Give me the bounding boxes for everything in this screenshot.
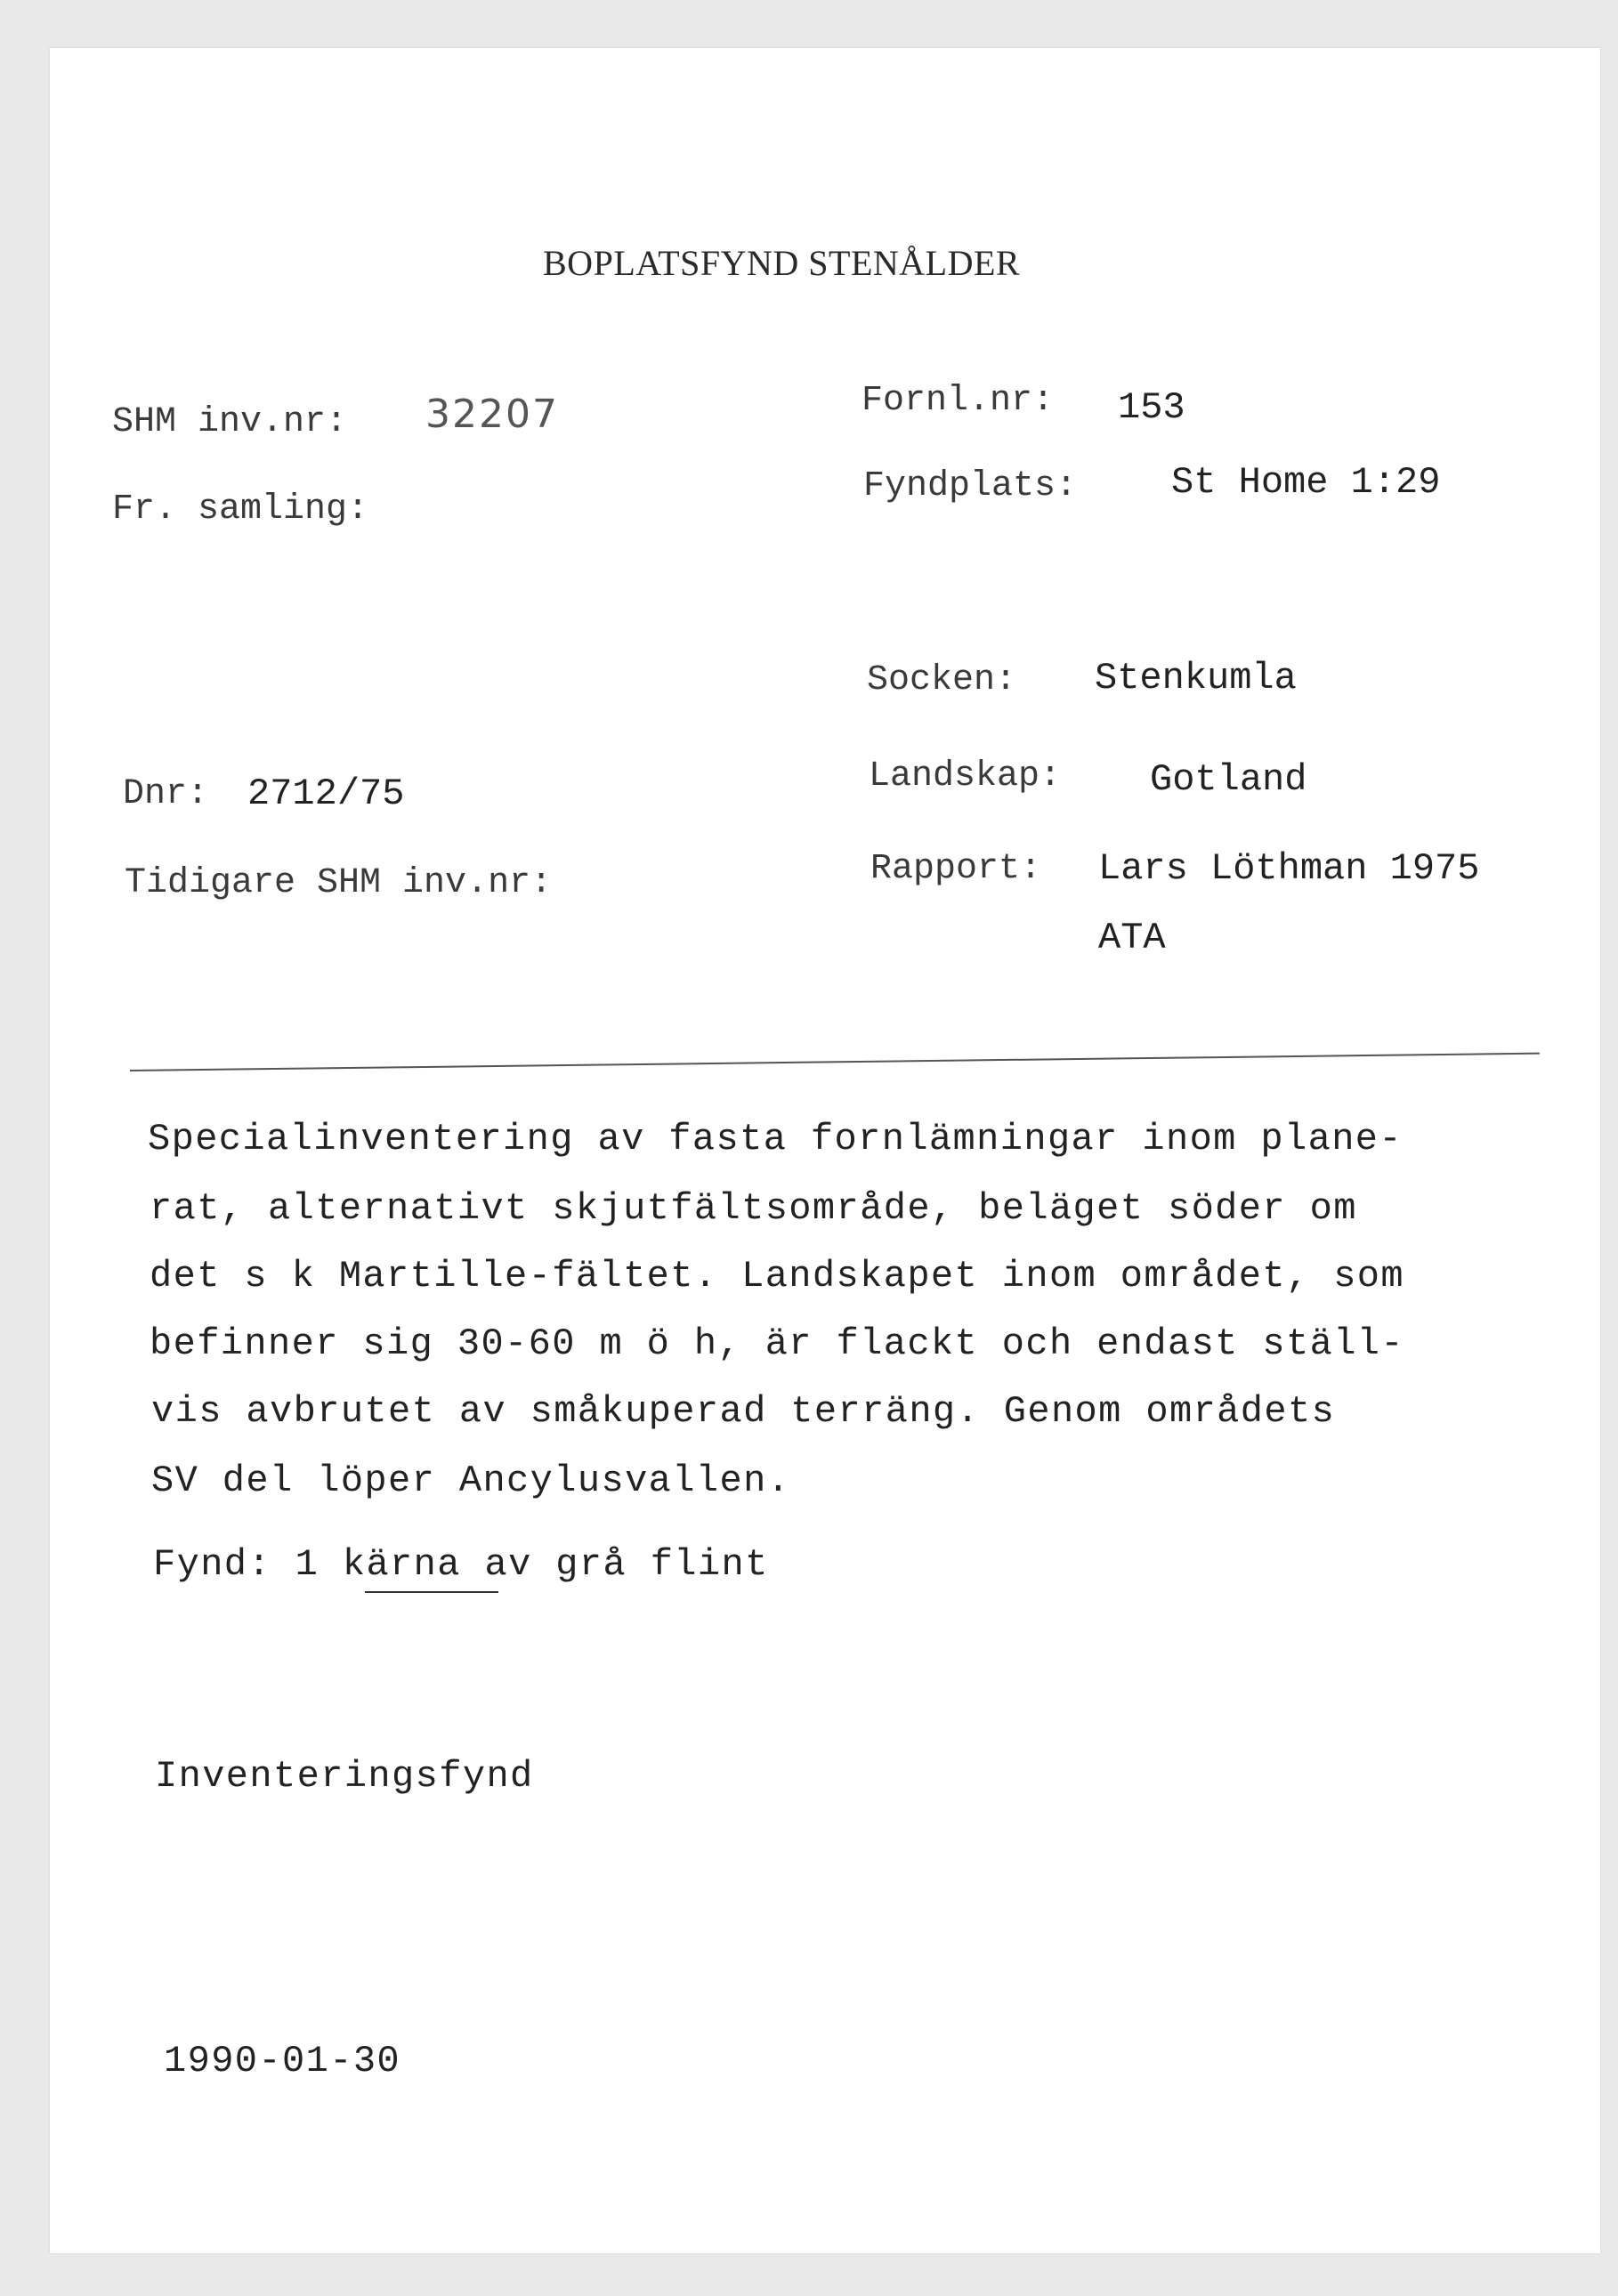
- fynd-suffix: av grå flint: [460, 1543, 769, 1586]
- landskap-label: Landskap:: [869, 756, 1062, 796]
- description-line-5: vis avbrutet av småkuperad terräng. Genom områdets: [151, 1390, 1336, 1433]
- tidigare-shm-label: Tidigare SHM inv.nr:: [125, 863, 553, 903]
- description-line-2: rat, alternativt skjutfältsområde, beläget söder om: [150, 1187, 1357, 1230]
- card-title: BOPLATSFYND STENÅLDER: [543, 243, 1021, 283]
- description-line-3: det s k Martille-fältet. Landskapet inom området, som: [150, 1255, 1405, 1298]
- inventeringsfynd-note: Inventeringsfynd: [155, 1755, 534, 1798]
- description-line-4: befinner sig 30-60 m ö h, är flackt och endast ställ-: [150, 1322, 1405, 1365]
- description-line-6: SV del löper Ancylusvallen.: [151, 1459, 791, 1502]
- fyndplats-value: St Home 1:29: [1171, 461, 1441, 504]
- landskap-value: Gotland: [1150, 758, 1307, 801]
- rapport-value: Lars Löthman 1975: [1098, 847, 1480, 890]
- fornl-nr-label: Fornl.nr:: [862, 381, 1055, 421]
- shm-inv-label: SHM inv.nr:: [112, 402, 348, 442]
- fynd-underline: [365, 1591, 498, 1593]
- fr-samling-label: Fr. samling:: [112, 489, 369, 530]
- description-line-1: Specialinventering av fasta fornlämningar inom plane-: [148, 1118, 1404, 1160]
- rapport-value-2: ATA: [1098, 917, 1166, 959]
- fynd-underlined: kärna: [342, 1543, 461, 1586]
- fornl-nr-value: 153: [1118, 386, 1185, 429]
- socken-value: Stenkumla: [1095, 657, 1297, 699]
- dnr-value: 2712/75: [247, 772, 405, 815]
- fynd-line: [153, 1543, 769, 1586]
- fynd-prefix: Fynd: 1: [153, 1543, 343, 1586]
- socken-label: Socken:: [867, 660, 1017, 700]
- dnr-label: Dnr:: [123, 774, 209, 814]
- date-stamp: 1990-01-30: [164, 2040, 401, 2082]
- rapport-label: Rapport:: [870, 849, 1042, 889]
- fyndplats-label: Fyndplats:: [863, 466, 1078, 506]
- shm-inv-value: 32207: [425, 392, 559, 437]
